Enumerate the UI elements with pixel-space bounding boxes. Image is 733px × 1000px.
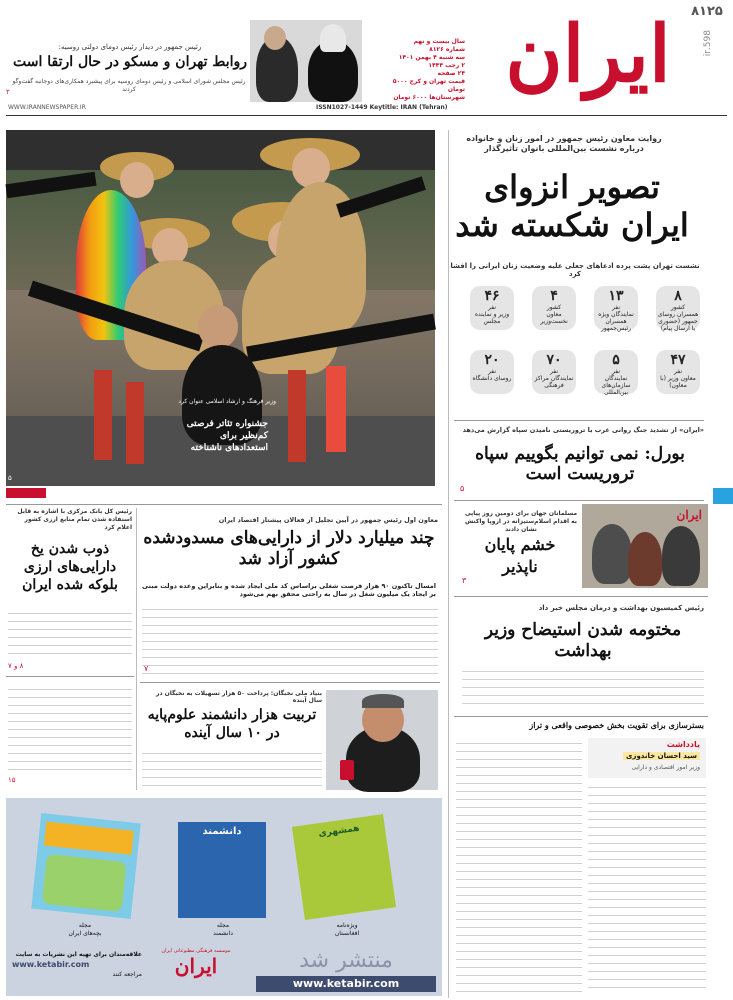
ad-url: www.ketabir.com bbox=[256, 976, 436, 992]
issn-line: ISSN1027-1449 Keytitle: IRAN (Tehran) bbox=[316, 104, 448, 111]
editorial-label: یادداشت bbox=[666, 740, 700, 749]
editorial-title: بسترسازی برای تقویت بخش خصوصی واقعی و تراز bbox=[529, 720, 704, 730]
ad-info-tail: مراجعه کنند bbox=[112, 971, 142, 978]
magazine-daneshmand-title: دانشمند bbox=[202, 826, 242, 837]
ad-info bbox=[12, 950, 142, 980]
stat-intl-orgs: ۵ نفر نمایندگان سازمان‌های بین‌المللی bbox=[594, 350, 638, 394]
photo-caption-kicker: وزیر فرهنگ و ارشاد اسلامی عنوان کرد bbox=[178, 398, 276, 405]
mag-label-daneshmand bbox=[188, 922, 258, 938]
magazine-hamshahri-title: همشهری bbox=[317, 823, 361, 840]
mag-type-daneshmand: مجله bbox=[216, 922, 230, 929]
dollar-page: ۷ bbox=[144, 664, 149, 673]
health-kicker: رئیس کمیسیون بهداشت و درمان مجلس خبر داد bbox=[538, 604, 704, 612]
mag-name-daneshmand: دانشمند bbox=[213, 930, 233, 937]
issue-hijri-date: ۲ رجب ۱۴۴۴ bbox=[428, 62, 465, 69]
top-story-page: ۲ bbox=[6, 88, 10, 96]
dollar-body bbox=[142, 604, 438, 676]
ad-panel bbox=[6, 798, 442, 996]
ad-tagline: منتشر شد bbox=[299, 948, 393, 973]
stat-countries-spouses: ۸ کشور همسران روسای جمهور (حضوری یا ارسال پیام) bbox=[657, 288, 699, 332]
top-story-photo bbox=[250, 20, 362, 102]
mag-name-hamshahri: افغانستان bbox=[334, 930, 360, 937]
editorial-body-left bbox=[456, 738, 582, 994]
stat-deputy-pm: ۴ کشور معاون نخست‌وزیر bbox=[532, 286, 576, 330]
editorial-box bbox=[588, 738, 706, 778]
mag-label-hamshahri bbox=[312, 922, 382, 938]
side-color-tab bbox=[713, 488, 733, 504]
mag-type-kids: مجله bbox=[78, 922, 92, 929]
top-story-headline: روابط تهران و مسکو در حال ارتقا است bbox=[12, 54, 248, 70]
ad-brand-sub: موسسه فرهنگی مطبوعاتی ایران bbox=[161, 948, 231, 954]
melt-body bbox=[8, 608, 132, 660]
scientists-kicker: بنیاد ملی نخبگان: پرداخت ۵۰ هزار تسهیلات به نخبگان در سال آینده bbox=[155, 690, 322, 704]
melt-headline: ذوب شدن یخ دارایی‌های ارزی بلوکه شده ایران bbox=[22, 541, 118, 593]
mag-label-kids bbox=[50, 922, 120, 938]
stat-ministers-mps: ۴۶ نفر وزیر و نماینده مجلس bbox=[470, 286, 514, 330]
ad-info-text: علاقه‌مندان برای تهیه این نشریات به سایت bbox=[15, 951, 142, 958]
issue-pages: ۲۴ صفحه bbox=[437, 70, 465, 77]
health-body bbox=[462, 666, 704, 710]
photo-page-number: ۵ bbox=[8, 474, 12, 482]
ad-brand bbox=[146, 948, 246, 984]
issue-info bbox=[387, 38, 465, 102]
borrell-page: ۵ bbox=[460, 484, 465, 493]
issue-number: شماره ۸۱۲۶ bbox=[429, 46, 465, 53]
anger-kicker: مسلمانان جهان برای دومین روز پیاپی به اقدام اسلام‌ستیزانه در اروپا واکنش نشان دادند bbox=[464, 510, 578, 533]
mag-type-hamshahri: ویژه‌نامه bbox=[336, 922, 358, 929]
top-story-sub: رئیس مجلس شورای اسلامی و رئیس دومای روسیه برای پیشبرد همکاری‌های دوجانبه گفت‌وگو کردند bbox=[12, 78, 246, 93]
ad-info-url[interactable]: www.ketabir.com bbox=[12, 960, 90, 969]
price-provinces: شهرستان‌ها ۶۰۰۰ تومان bbox=[393, 94, 465, 101]
editorial-author: سید احسان خاندوزی bbox=[623, 752, 700, 760]
scientists-page: ۱۵ bbox=[8, 776, 16, 784]
magazine-hamshahri bbox=[292, 814, 396, 920]
thumbnail-logo: ایران bbox=[676, 508, 702, 522]
stat-cultural-centers: ۷۰ نفر نمایندگان مراکز فرهنگی bbox=[532, 350, 576, 394]
issue-year: سال بیست و نهم bbox=[413, 38, 465, 45]
site-url: 598.ir bbox=[703, 30, 713, 57]
newspaper-url: WWW.IRANNEWSPAPER.IR bbox=[8, 104, 86, 111]
mag-name-kids: بچه‌های ایران bbox=[68, 930, 102, 937]
dollar-lead: امسال تاکنون ۹۰ هزار فرصت شغلی براساس کد ملی ایجاد شده و بنابراین وعده دولت مبنی بر ایجاد یک میلیون شغل در سال به راحتی محقق بهم می‌شود bbox=[142, 582, 436, 598]
left-column-body bbox=[8, 684, 132, 774]
issue-badge: ۸۱۲۵ bbox=[691, 4, 723, 19]
editorial-role: وزیر امور اقتصادی و دارایی bbox=[631, 764, 700, 771]
anger-thumbnail bbox=[582, 504, 708, 588]
lead-headline: تصویر انزوای ایران شکسته شد bbox=[455, 168, 689, 244]
photo-caption: جشنواره تئاتر فرصتی کم‌نظیر برای استعدادهای ناشناخته bbox=[186, 419, 268, 453]
melt-kicker: رئیس کل بانک مرکزی با اشاره به قابل استفاده شدن تمام منابع ارزی کشور اعلام کرد bbox=[17, 508, 132, 531]
stat-deputy-ministers: ۴۷ نفر معاون وزیر (با معاون) bbox=[656, 350, 700, 394]
editorial-body-right bbox=[588, 782, 706, 994]
scientists-body bbox=[142, 748, 322, 788]
scientists-headline: تربیت هزار دانشمند علوم‌پایه در ۱۰ سال آینده bbox=[147, 707, 317, 741]
health-headline: مختومه شدن استیضاح وزیر بهداشت bbox=[484, 620, 682, 661]
lead-sub: نشست تهران پشت پرده ادعاهای جعلی علیه وضعیت زنان ایرانی را افشا کرد bbox=[450, 262, 700, 278]
section-tab-red bbox=[6, 488, 46, 498]
ad-brand-logo: ایران bbox=[174, 954, 218, 978]
dollar-kicker: معاون اول رئیس جمهور در آیین تجلیل از فعالان پیشتاز اقتصاد ایران bbox=[218, 516, 438, 524]
anger-headline: خشم پایان ناپذیر bbox=[484, 535, 556, 576]
melt-pages: ۸ و ۷ bbox=[8, 662, 24, 670]
lead-stats-grid bbox=[454, 284, 704, 414]
issue-date: سه شنبه ۴ بهمن ۱۴۰۱ bbox=[398, 54, 465, 61]
top-story-kicker: رئیس جمهور در دیدار رئیس دومای دولتی روسیه: bbox=[58, 43, 202, 51]
lead-kicker: روایت معاون رئیس جمهور در امور زنان و خانواده درباره نشست بین‌المللی بانوان تأثیرگذار bbox=[466, 134, 662, 153]
stat-special-envoys: ۱۳ نفر نمایندگان ویژه همسران رئیس‌جمهور bbox=[594, 286, 638, 330]
stat-university-heads: ۲۰ نفر روسای دانشگاه bbox=[470, 350, 514, 394]
borrell-headline: بورل: نمی توانیم بگوییم سپاه تروریست است bbox=[475, 444, 685, 484]
dollar-headline: چند میلیارد دلار از دارایی‌های مسدودشده کشور آزاد شد bbox=[143, 528, 435, 569]
scientists-photo bbox=[326, 690, 438, 790]
borrell-kicker: «ایران» از تشدید جنگ روانی غرب با تروریستی نامیدن سپاه گزارش می‌دهد bbox=[462, 426, 704, 434]
masthead-logo: ایران bbox=[505, 9, 671, 100]
magazine-daneshmand bbox=[178, 822, 266, 918]
price-tehran: قیمت تهران و کرج ۵۰۰۰ تومان bbox=[392, 78, 465, 93]
magazine-kids bbox=[31, 813, 140, 919]
anger-page: ۳ bbox=[462, 576, 467, 585]
